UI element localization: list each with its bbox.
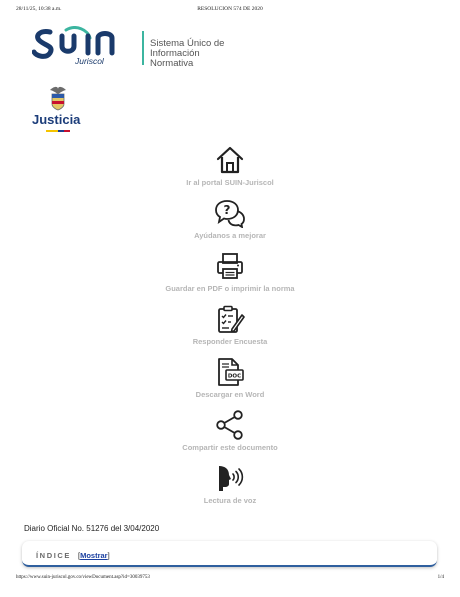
help-improve-button[interactable] [130, 198, 330, 240]
diario-oficial-reference: Diario Oficial No. 51276 del 3/04/2020 [24, 524, 160, 533]
action-label: Compartir este documento [182, 443, 278, 452]
coat-of-arms-icon [32, 86, 92, 112]
download-word-button[interactable] [130, 357, 330, 399]
print-page-number: 1/4 [437, 575, 444, 580]
share-icon [215, 410, 245, 440]
print-datetime: 28/11/25, 10:38 a.m. [16, 6, 62, 12]
action-label: Responder Encuesta [192, 337, 268, 346]
logo-divider [142, 31, 144, 65]
share-document-button[interactable] [130, 410, 330, 452]
voice-reading-button[interactable] [130, 463, 330, 505]
svg-text:DOC: DOC [227, 373, 242, 380]
action-label: Descargar en Word [195, 390, 265, 399]
suin-logo-title: Sistema Único de Información Normativa [150, 38, 225, 69]
print-header [16, 6, 444, 16]
print-doc-title: RESOLUCION 574 DE 2020 [197, 6, 263, 12]
index-toggle: [Mostrar] [78, 551, 110, 560]
doc-file-icon [215, 357, 245, 387]
survey-icon [215, 304, 245, 334]
index-title: ÍNDICE [36, 551, 72, 560]
colombia-flag-stripe [46, 130, 70, 132]
print-save-pdf-button[interactable] [130, 251, 330, 293]
print-url: https://www.suin-juriscol.gov.co/viewDocument.asp?id=30039753 [16, 575, 150, 580]
suin-logo-mark [32, 26, 140, 60]
suin-logo-subtitle: Juriscol [75, 56, 104, 66]
action-label: Ir al portal SUIN-Juriscol [186, 178, 274, 187]
justicia-logo [32, 86, 92, 136]
answer-survey-button[interactable] [130, 304, 330, 346]
suin-juriscol-logo[interactable] [32, 26, 232, 72]
action-label: Guardar en PDF o imprimir la norma [165, 284, 295, 293]
home-icon [215, 145, 245, 175]
index-panel [22, 541, 437, 567]
action-label: Ayúdanos a mejorar [194, 231, 266, 240]
svg-text:?: ? [223, 203, 231, 217]
go-to-portal-button[interactable] [130, 145, 330, 187]
print-footer [16, 575, 444, 585]
action-label: Lectura de voz [203, 496, 257, 505]
printer-icon [215, 251, 245, 281]
voice-reading-icon [215, 463, 245, 493]
help-chat-icon [214, 198, 246, 228]
show-index-link[interactable]: Mostrar [80, 551, 108, 560]
justicia-wordmark: Justicia [32, 112, 81, 127]
